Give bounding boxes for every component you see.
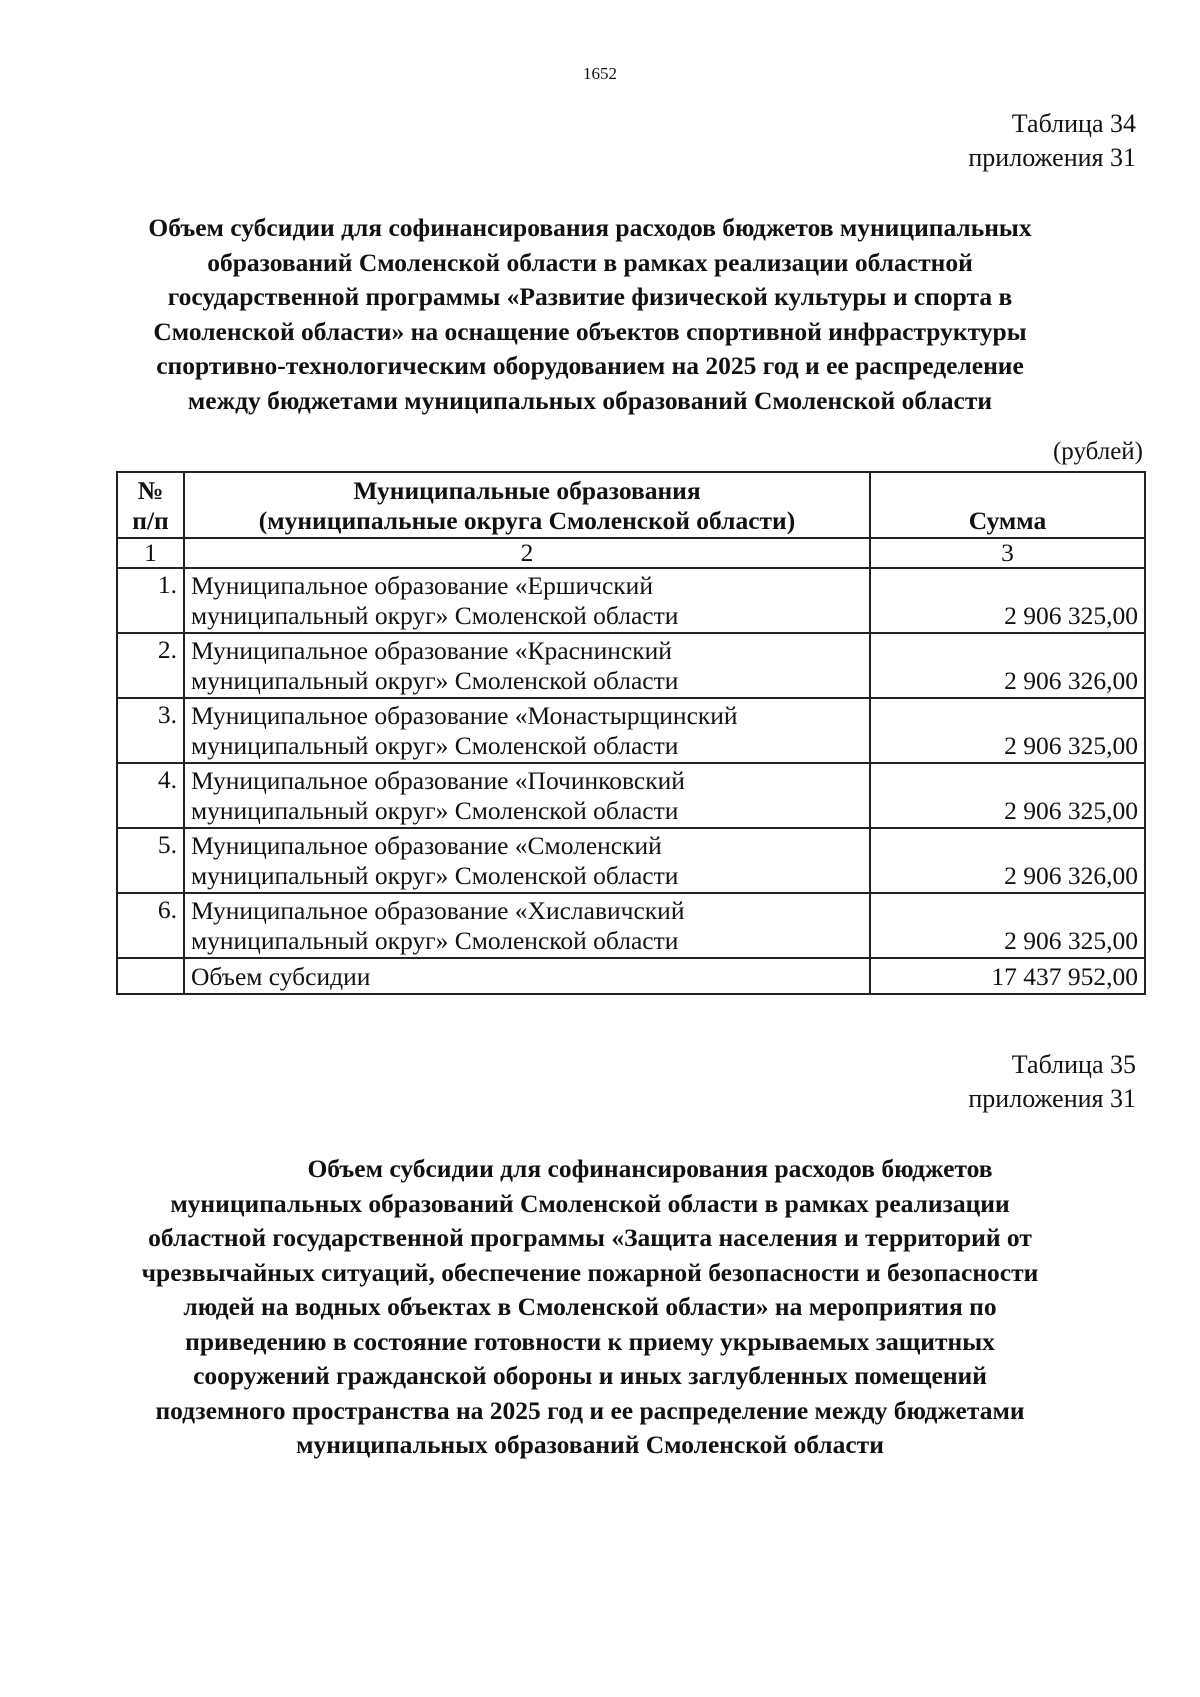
row-number: 2. [117, 633, 184, 698]
row-municipality [184, 698, 870, 763]
row-municipality-line2: муниципальный округ» Смоленской области [191, 731, 679, 760]
table-35-label: Таблица 35 [1011, 1050, 1136, 1079]
table-row [117, 828, 1145, 893]
row-number: 3. [117, 698, 184, 763]
table-header-row [117, 472, 1145, 538]
table-row [117, 633, 1145, 698]
column-number: 3 [870, 538, 1145, 568]
table-34-title [120, 211, 1060, 418]
row-number: 5. [117, 828, 184, 893]
row-sum: 2 906 325,00 [870, 568, 1145, 633]
header-sum: Сумма [870, 472, 1145, 538]
header-municipality-line1: Муниципальные образования [353, 476, 701, 505]
header-municipality-line2: (муниципальные округа Смоленской области) [258, 506, 796, 535]
row-municipality [184, 893, 870, 958]
row-municipality-line1: Муниципальное образование «Монастырщинский [191, 701, 738, 730]
row-number: 6. [117, 893, 184, 958]
title-line: между бюджетами муниципальных образований Смоленской области [187, 385, 993, 415]
table-row [117, 763, 1145, 828]
row-municipality-line2: муниципальный округ» Смоленской области [191, 796, 679, 825]
row-municipality [184, 828, 870, 893]
row-municipality [184, 568, 870, 633]
title-line: людей на водных объектах в Смоленской области» на мероприятия по [183, 1292, 997, 1321]
table-35-appendix: приложения 31 [968, 1084, 1136, 1113]
row-sum: 2 906 325,00 [870, 698, 1145, 763]
title-line: сооружений гражданской обороны и иных заглубленных помещений [193, 1361, 987, 1390]
table-35-reference [968, 1048, 1136, 1116]
table-34-label: Таблица 34 [1011, 109, 1136, 138]
title-line: областной государственной программы «Защита населения и территорий от [148, 1223, 1032, 1252]
title-line: Объем субсидии для софинансирования расходов бюджетов [307, 1154, 993, 1183]
table-34-reference [968, 107, 1136, 175]
row-municipality [184, 633, 870, 698]
total-sum: 17 437 952,00 [870, 958, 1145, 994]
row-municipality-line1: Муниципальное образование «Ершичский [191, 571, 653, 600]
row-municipality-line2: муниципальный округ» Смоленской области [191, 666, 679, 695]
header-municipality [184, 472, 870, 538]
table-row [117, 568, 1145, 633]
total-number-empty [117, 958, 184, 994]
total-row [117, 958, 1145, 994]
row-municipality-line2: муниципальный округ» Смоленской области [191, 926, 679, 955]
units-label: (рублей) [1052, 438, 1143, 465]
header-number [117, 472, 184, 538]
title-line: муниципальных образований Смоленской области [296, 1430, 884, 1459]
column-numbers-row [117, 538, 1145, 568]
row-municipality [184, 763, 870, 828]
title-line: спортивно-технологическим оборудованием на 2025 год и ее распределение [156, 351, 1024, 380]
title-line: государственной программы «Развитие физической культуры и спорта в [167, 282, 1013, 311]
row-municipality-line2: муниципальный округ» Смоленской области [191, 601, 679, 630]
row-municipality-line1: Муниципальное образование «Хиславичский [191, 896, 685, 925]
page-number: 1652 [583, 64, 617, 83]
row-municipality-line1: Муниципальное образование «Починковский [191, 766, 685, 795]
title-line: Смоленской области» на оснащение объектов спортивной инфраструктуры [153, 316, 1027, 346]
column-number: 2 [184, 538, 870, 568]
row-sum: 2 906 326,00 [870, 633, 1145, 698]
row-municipality-line1: Муниципальное образование «Краснинский [191, 636, 672, 665]
total-label: Объем субсидии [184, 958, 870, 994]
row-municipality-line2: муниципальный округ» Смоленской области [191, 861, 679, 890]
title-line: приведению в состояние готовности к приему укрываемых защитных [185, 1326, 995, 1356]
table-34-appendix: приложения 31 [968, 143, 1136, 172]
row-number: 4. [117, 763, 184, 828]
table-row [117, 893, 1145, 958]
row-sum: 2 906 325,00 [870, 893, 1145, 958]
row-municipality-line1: Муниципальное образование «Смоленский [191, 831, 662, 860]
table-35-title [120, 1152, 1060, 1463]
title-line: подземного пространства на 2025 год и ее распределение между бюджетами [155, 1395, 1025, 1425]
title-line: Объем субсидии для софинансирования расходов бюджетов муниципальных [148, 213, 1032, 242]
header-number-line1: № [137, 476, 164, 505]
subsidy-table [116, 471, 1146, 995]
header-number-line2: п/п [132, 506, 169, 535]
table-row [117, 698, 1145, 763]
row-number: 1. [117, 568, 184, 633]
title-line: муниципальных образований Смоленской области в рамках реализации [170, 1188, 1010, 1218]
column-number: 1 [117, 538, 184, 568]
title-line: чрезвычайных ситуаций, обеспечение пожарной безопасности и безопасности [141, 1257, 1039, 1287]
title-line: образований Смоленской области в рамках реализации областной [207, 247, 973, 277]
row-sum: 2 906 326,00 [870, 828, 1145, 893]
row-sum: 2 906 325,00 [870, 763, 1145, 828]
